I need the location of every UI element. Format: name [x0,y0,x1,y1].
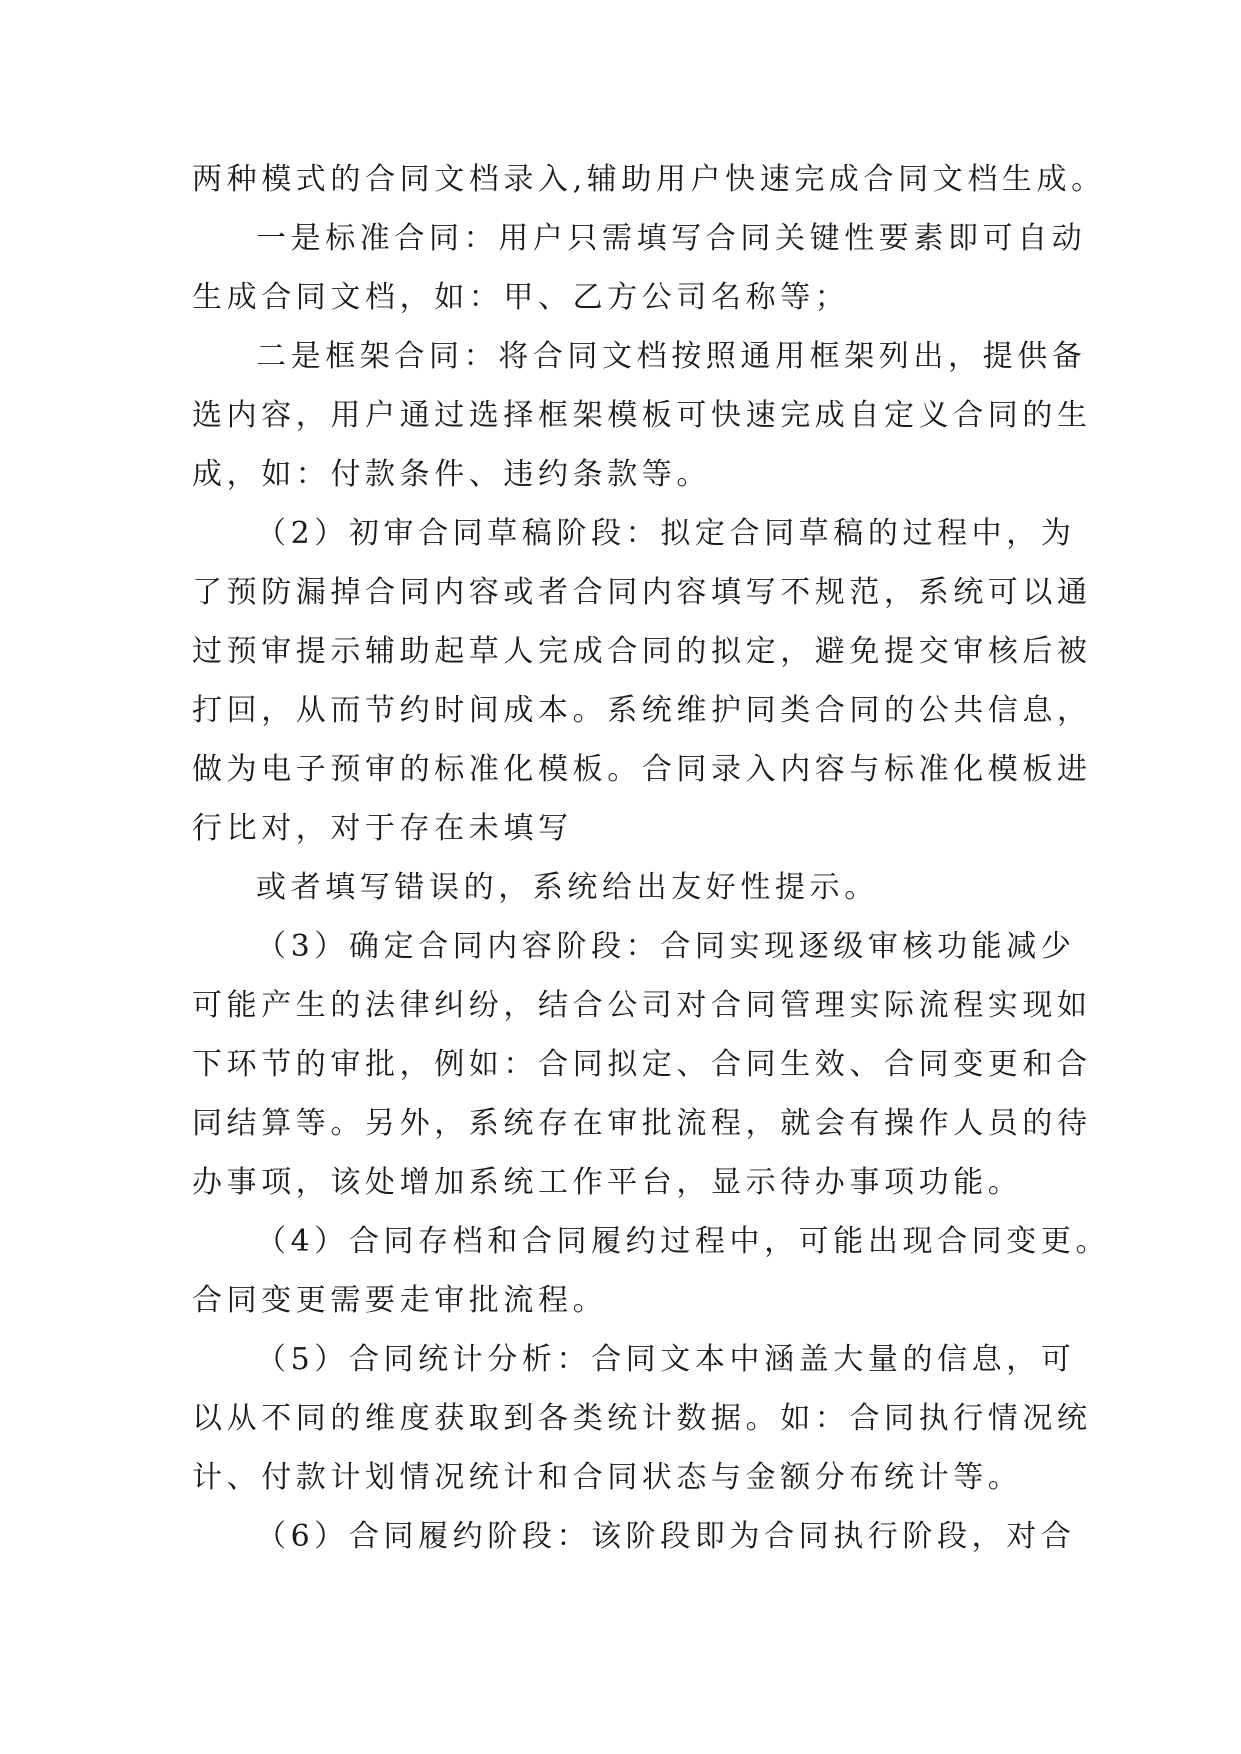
text-line: 成，如：付款条件、违约条款等。 [192,457,711,492]
document-body [192,150,1111,1566]
text-line: 打回，从而节约时间成本。系统维护同类合同的公共信息， [192,693,1092,728]
text-line: 下环节的审批，例如：合同拟定、合同生效、合同变更和合 [192,1047,1092,1082]
text-line: 合同变更需要走审批流程。 [192,1283,608,1318]
text-line: 做为电子预审的标准化模板。合同录入内容与标准化模板进 [192,752,1092,787]
text-line: 可能产生的法律纠纷，结合公司对合同管理实际流程实现如 [192,988,1092,1023]
text-line: 了预防漏掉合同内容或者合同内容填写不规范，系统可以通 [192,575,1092,610]
text-line: （2）初审合同草稿阶段：拟定合同草稿的过程中，为 [256,516,1076,551]
text-line: （3）确定合同内容阶段：合同实现逐级审核功能减少 [256,929,1076,964]
text-line: 以从不同的维度获取到各类统计数据。如：合同执行情况统 [192,1401,1092,1436]
text-line: （4）合同存档和合同履约过程中，可能出现合同变更。 [256,1224,1111,1259]
text-line: 办事项，该处增加系统工作平台，显示待办事项功能。 [192,1165,1023,1200]
text-line: （5）合同统计分析：合同文本中涵盖大量的信息，可 [256,1342,1076,1377]
text-line: 选内容，用户通过选择框架模板可快速完成自定义合同的生 [192,398,1092,433]
text-line: 二是框架合同：将合同文档按照通用框架列出，提供备 [256,339,1087,374]
text-line: 或者填写错误的，系统给出友好性提示。 [256,870,879,905]
text-line: 过预审提示辅助起草人完成合同的拟定，避免提交审核后被 [192,634,1092,669]
text-line: 行比对，对于存在未填写 [192,811,573,846]
text-line: 生成合同文档，如：甲、乙方公司名称等； [192,280,850,315]
text-line: 同结算等。另外，系统存在审批流程，就会有操作人员的待 [192,1106,1092,1141]
text-line: 计、付款计划情况统计和合同状态与金额分布统计等。 [192,1460,1023,1495]
text-line: 两种模式的合同文档录入,辅助用户快速完成合同文档生成。 [192,162,1106,197]
text-line: 一是标准合同：用户只需填写合同关键性要素即可自动 [256,221,1087,256]
text-line: （6）合同履约阶段：该阶段即为合同执行阶段，对合 [256,1519,1076,1554]
